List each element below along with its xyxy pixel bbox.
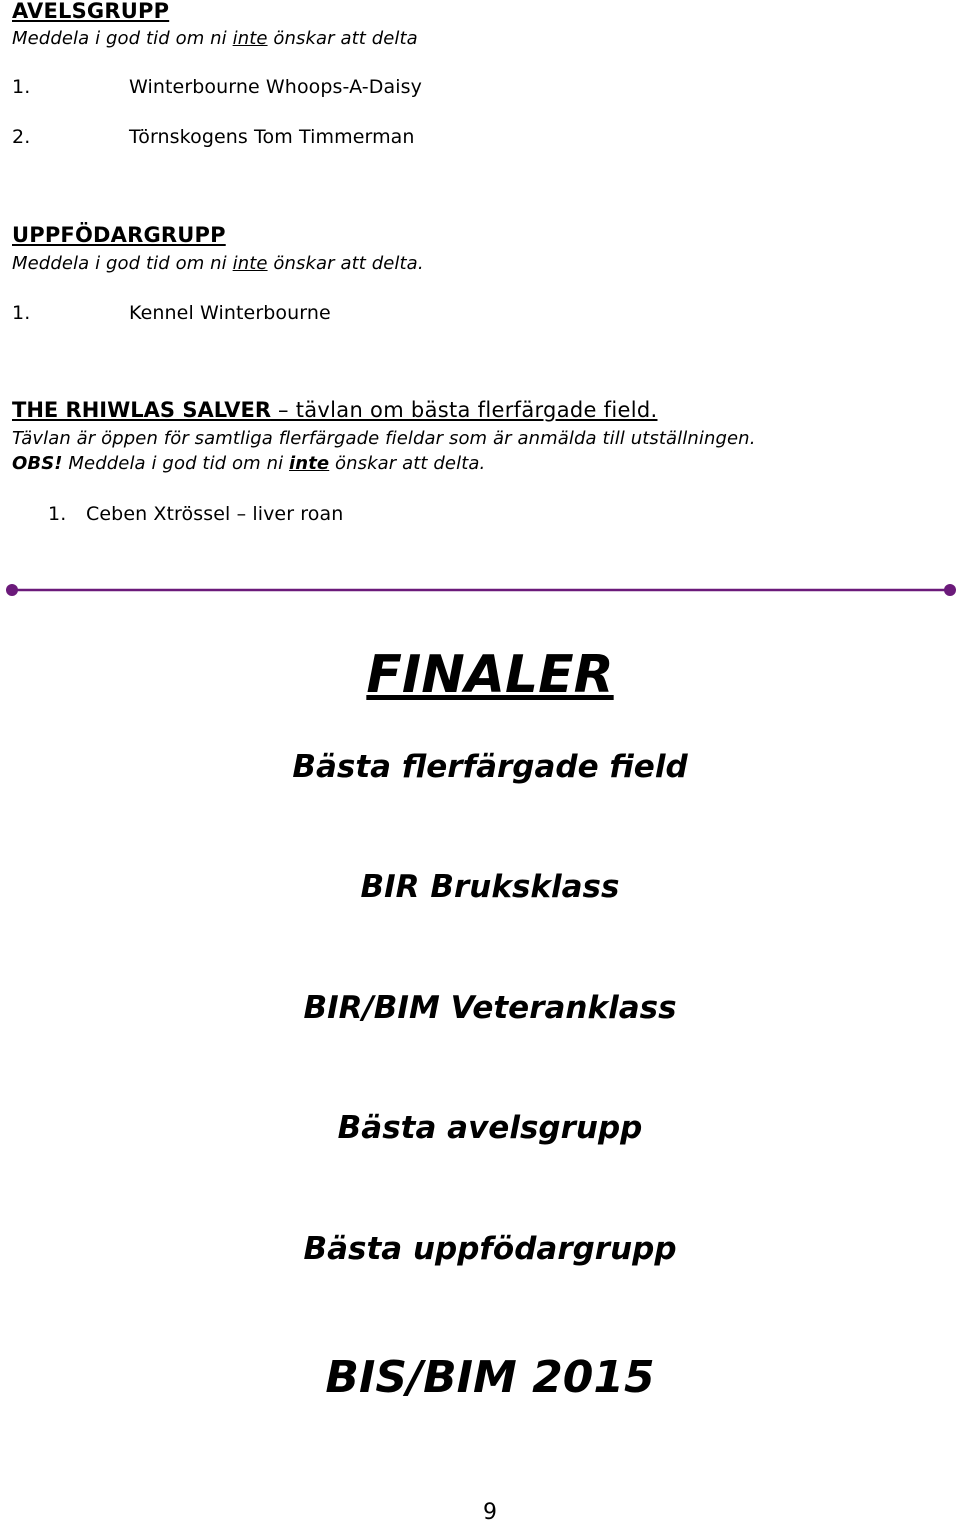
entry-name: Winterbourne Whoops-A-Daisy bbox=[129, 76, 422, 98]
uppfodargrupp-note-before: Meddela i god tid om ni bbox=[12, 253, 233, 274]
finaler-item-4: Bästa avelsgrupp bbox=[337, 1110, 643, 1146]
uppfodargrupp-note-after: önskar att delta. bbox=[267, 253, 424, 274]
entry-name: Törnskogens Tom Timmerman bbox=[129, 126, 415, 148]
finaler-item-2: BIR Bruksklass bbox=[360, 869, 620, 905]
uppfodargrupp-note-emph: inte bbox=[232, 253, 268, 274]
finaler-item-5: Bästa uppfödargrupp bbox=[303, 1231, 677, 1267]
uppfodargrupp-heading: UPPFÖDARGRUPP bbox=[12, 223, 226, 247]
obs-label: OBS! bbox=[12, 453, 63, 474]
divider-left-dot bbox=[6, 584, 18, 596]
entry-name: Kennel Winterbourne bbox=[129, 302, 331, 324]
page-number: 9 bbox=[483, 1500, 497, 1525]
obs-after: önskar att delta. bbox=[329, 453, 486, 474]
avelsgrupp-note-after: önskar att delta bbox=[267, 28, 418, 49]
uppfodargrupp-note bbox=[12, 253, 424, 274]
finaler-item-1: Bästa flerfärgade field bbox=[292, 749, 688, 785]
avelsgrupp-note-emph: inte bbox=[232, 28, 268, 49]
avelsgrupp-entry-1 bbox=[12, 76, 712, 102]
avelsgrupp-note bbox=[12, 28, 418, 49]
uppfodargrupp-entry-1 bbox=[12, 302, 712, 328]
finaler-item-3: BIR/BIM Veteranklass bbox=[303, 990, 677, 1026]
decorative-divider bbox=[0, 580, 960, 600]
rhiwlas-title-rest: – tävlan om bästa flerfärgade field. bbox=[270, 398, 658, 422]
avelsgrupp-note-before: Meddela i god tid om ni bbox=[12, 28, 233, 49]
obs-emph: inte bbox=[289, 453, 330, 474]
avelsgrupp-entry-2 bbox=[12, 126, 712, 152]
avelsgrupp-heading: AVELSGRUPP bbox=[12, 0, 170, 23]
finaler-closing: BIS/BIM 2015 bbox=[325, 1352, 655, 1403]
entry-number: 1. bbox=[12, 302, 31, 324]
entry-number: 2. bbox=[12, 126, 31, 148]
entry-number: 1. bbox=[48, 503, 67, 525]
entry-name: Ceben Xtrössel – liver roan bbox=[86, 503, 344, 525]
rhiwlas-title bbox=[12, 398, 657, 422]
rhiwlas-description: Tävlan är öppen för samtliga flerfärgade fieldar som är anmälda till utställningen. bbox=[12, 428, 756, 449]
obs-before: Meddela i god tid om ni bbox=[62, 453, 290, 474]
entry-number: 1. bbox=[12, 76, 31, 98]
rhiwlas-obs-note bbox=[12, 453, 485, 474]
finaler-title: FINALER bbox=[366, 645, 614, 705]
rhiwlas-entry-1 bbox=[48, 503, 748, 529]
rhiwlas-title-bold: THE RHIWLAS SALVER bbox=[12, 398, 271, 422]
divider-right-dot bbox=[944, 584, 956, 596]
